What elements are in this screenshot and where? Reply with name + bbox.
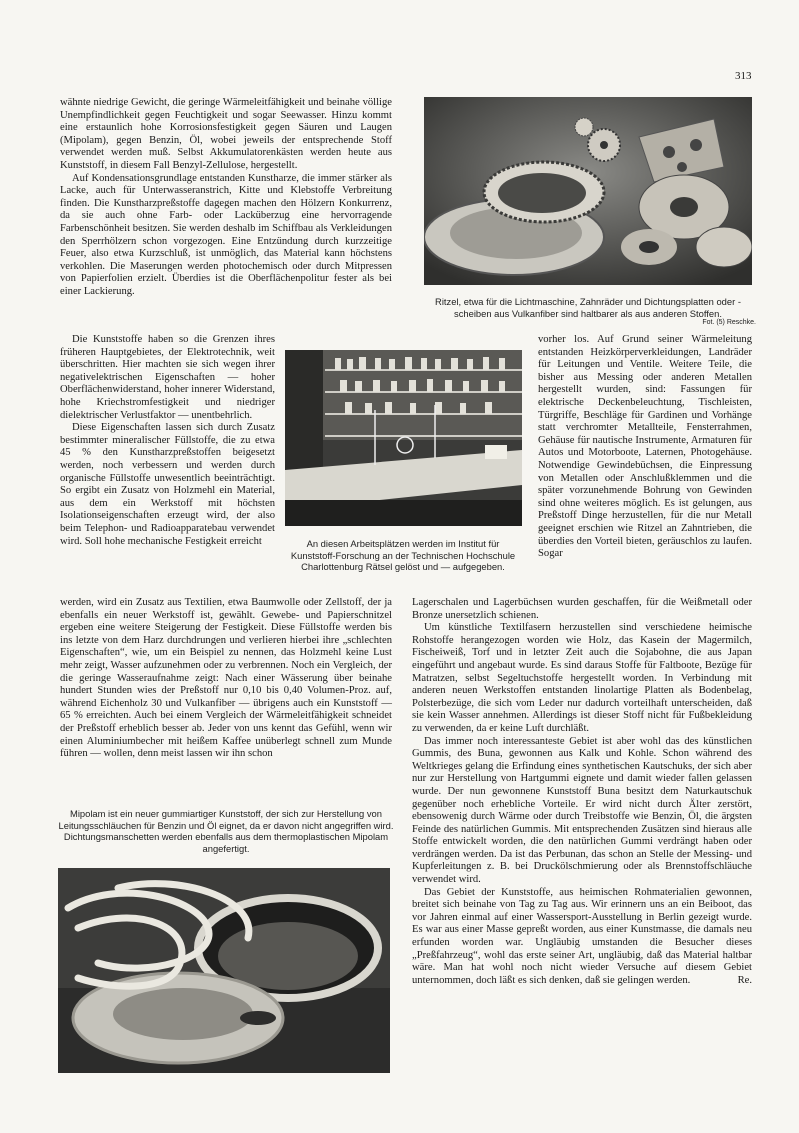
- paragraph: Die Kunststoffe haben so die Grenzen ihres früheren Hauptgebietes, der Elektrotechnik, weit überschritten. Hier machten sie sich wegen ihrer negativelektrischen Eigenschaften — hoher Oberflächenwiderstand, hoher innerer Widerstand, hohe Kriechstromfestigkeit und niedriger dielektrischer Verlustfaktor — unentbehrlich.: [60, 334, 275, 421]
- paragraph: vorher los. Auf Grund seiner Wärmeleitung entstanden Heizkörperverkleidungen, Landräder für Leitungen und Ventile. Weitere Teile, die bisher aus Messing oder anderen Metallen hergestellt wurden, sind: Fassungen für elektrische Deckenbeleuchtung, Tischleisten, Türgriffe, Beschläge für Gardinen und Vorhänge statt verchromter Metallteile, Fensterrahmen, Gehäuse für nautische Instrumente, Armaturen für Autos und Motorboote, Laternen, Photogehäuse. Notwendige Gewindebüchsen, die Einpressung von Metallen oder Anschlußklemmen und die später vorzunehmende Bohrung von Gewinden sind ohne weiteres möglich. Es ist gelungen, aus Preßstoff Dinge herzustellen, für die nur Metall geeignet erschien wie Ritzel an Zahntrieben, die überdies den Vorteil bieten, geräuschlos zu laufen. Sogar: [538, 334, 752, 560]
- caption-text: Ritzel, etwa für die Lichtmaschine, Zahnräder und Dichtungsplatten oder -scheiben aus Vulkanfiber sind haltbarer als aus anderen Stoffen.: [435, 296, 741, 319]
- paragraph: Diese Eigenschaften lassen sich durch Zusatz bestimmter mineralischer Füllstoffe, die zu etwa 45 % den Kunstharzpreßstoffen beigesetzt werden, noch verbessern und werden durch organische Füllstoffe unwesentlich beeinträchtigt. So ergibt ein Zusatz von Holzmehl ein Material, aus dem ein Werkstoff mit höchsten Isolationseigenschaften erzeugt wird, der also beim Telephon- und Radioapparatebau verwendet wird. Soll hohe mechanische Festigkeit erreicht: [60, 422, 275, 547]
- paragraph: Das immer noch interessanteste Gebiet ist aber wohl das des künstlichen Gummis, des Buna, gewonnen aus Kalk und Kohle. Schon während des Weltkrieges gelang die Erfindung eines synthetischen Kautschuks, der sich aber nur zur Herstellung von Hartgummi eignete und damit wieder fallen gelassen wurde. Der nun gewonnene Kunststoff Buna besitzt dem Naturkautschuk gegenüber noch erhebliche Vorteile. Er wird nicht durch Älter zerstört, ebensowenig durch Wärme oder durch Treibstoffe wie Benzin, Öl, die ärgsten Feinde des natürlichen Gummis. Mit entsprechenden Zusätzen sind hieraus alle Stoffe entwickelt worden, die den natürlichen Gummi verdrängt haben oder verdrängen werden. Da ist das Perbunan, das schon an Stelle der Messing- und Kupferleitungen z. B. bei Druckölschmierung oder als Brennstoffschläuche verwendet wird.: [412, 735, 752, 886]
- photo-laboratory: [285, 350, 522, 526]
- paragraph: Lagerschalen und Lagerbüchsen wurden geschaffen, für die Weißmetall oder Bronze unersetzlich schienen.: [412, 597, 752, 621]
- paragraph: Das Gebiet der Kunststoffe, aus heimischen Rohmaterialien gewonnen, breitet sich beinahe von Tag zu Tag aus. Wir erinnern uns an ein Beiboot, das vor Jahren einmal auf einer Wassersport-Ausstellung in Berlin gezeigt wurde. Es war aus einer Masse gepreßt worden, aus einer Kunstmasse, die damals neu erfunden worden war. Ungläubig umstanden die Besucher dieses „Preßfahrzeug“, wohl das erste seiner Art, ungläubig, daß das Material haltbar wäre. Man hat wohl noch nicht wieder Versuche auf diesem Gebiet unternommen, doch läßt es sich denken, daß sie gelingen werden.: [412, 886, 752, 986]
- paragraph: Auf Kondensationsgrundlage entstanden Kunstharze, die immer stärker als Lacke, auch für Unterwasseranstrich, Kitte und Klebstoffe Verbreitung finden. Die Kunstharzpreßstoffe dagegen machen den Hölzern Konkurrenz, da sie auch ohne Farb- oder Lacküberzug eine hervorragende Farbenschönheit besitzen. Sie werden deshalb im Schiffbau als Verkleidungen den Sperrhölzern schon vorgezogen. Eine Entzündung durch kurzzeitige Feuer, also etwa Kurzschluß, ist unmöglich, das Material kann höchstens verkohlen. Die Maserungen werden photochemisch oder durch Mitpressen von Papierfolien erzielt. Überdies ist die Oberflächenpolitur fester als bei einer Lackierung.: [60, 172, 392, 297]
- photo-credit: Fot. (5) Reschke.: [702, 319, 756, 327]
- right-column-wide: [412, 597, 752, 987]
- author-signature: Re.: [737, 974, 752, 986]
- caption-mipolam: Mipolam ist ein neuer gummiartiger Kunststoff, der sich zur Herstellung von Leitungsschläuchen für Benzin und Öl eignet, da er davon nicht angegriffen wird. Dichtungsmanschetten werden ebenfalls aus dem thermoplastischen Mipolam angefertigt.: [58, 808, 394, 854]
- left-column-bottom: [60, 597, 392, 761]
- photo-gears-and-discs: [424, 97, 752, 285]
- page-number: 313: [735, 70, 752, 82]
- right-column-narrow: [538, 334, 752, 561]
- left-column-top: [60, 97, 392, 299]
- paragraph: Um künstliche Textilfasern herzustellen sind verschiedene heimische Rohstoffe herangezogen worden wie Holz, das Kasein der Magermilch, Fischeiweiß, Torf und in letzter Zeit auch die Sojabohne, die aus Japan eingeführt und angebaut wurde. Es sind daraus Stoffe für Faltboote, Bezüge für Matratzen, selbst Segeltuchstoffe hergestellt worden. In Verbindung mit anderen neuen Werkstoffen entstanden linolartige Platten als Bodenbelag, Polsterbezüge, die sich vom Leder nur dadurch vorteilhaft unterscheiden, daß sie kein Wasser annehmen. Allerdings ist dieser Stoff nicht für Fußbekleidung zu verwenden, da er keine Luft durchläßt.: [412, 622, 752, 734]
- paragraph: werden, wird ein Zusatz aus Textilien, etwa Baumwolle oder Zellstoff, der ja ebenfalls ein neuer Werkstoff ist, gewählt. Gewebe- und Papierschnitzel ergeben eine weitere Steigerung der Festigkeit. Diese Füllstoffe werden bis ins letzte von dem Harz durchdrungen und verlieren hierbei ihre „schlechten Eigenschaften“, wie, um ein Beispiel zu nennen, das Holzmehl keine Lust mehr zeigt, Wasser aufzunehmen oder zu verbrennen. Noch ein Vergleich, der die geringe Wasseraufnahme zeigt: Nach einer Wässerung über beinahe hundert Stunden wies der Preßstoff nur 0,10 bis 0,40 Volumen-Proz. auf, während Eichenholz 30 und Vulkanfiber — übrigens auch ein Kunststoff — 65 % erreichten. Auch bei einem Vergleich der Wärmeleitfähigkeit schneidet der Preßstoff erheblich besser ab. Jeder von uns kennt das Gefühl, wenn wir einen Aluminiumbecher mit heißem Kaffee unüberlegt schnell zum Munde führen — wollen, denn meist lassen wir ihn schon: [60, 597, 392, 760]
- caption-laboratory: An diesen Arbeitsplätzen werden im Institut für Kunststoff-Forschung an der Technischen Hochschule Charlottenburg Rätsel gelöst und — aufgegeben.: [290, 538, 516, 573]
- caption-gears: [420, 296, 756, 329]
- left-column-narrow: [60, 334, 275, 548]
- paragraph: wähnte niedrige Gewicht, die geringe Wärmeleitfähigkeit und beinahe völlige Unempfindlichkeit gegen Feuchtigkeit und sogar Seewasser. Hinzu kommt eine erstaunlich hohe Korrosionsfestigkeit gegen Säuren und Laugen (Mipolam), gegen Benzin, Öl, wobei jeweils der entsprechende Stoff verwendet werden muß. Selbst Akkumulatorenkästen werden heute aus Kunststoff, in diesem Fall Benzyl-Zellulose, hergestellt.: [60, 97, 392, 171]
- photo-mipolam-hoses: [58, 868, 390, 1073]
